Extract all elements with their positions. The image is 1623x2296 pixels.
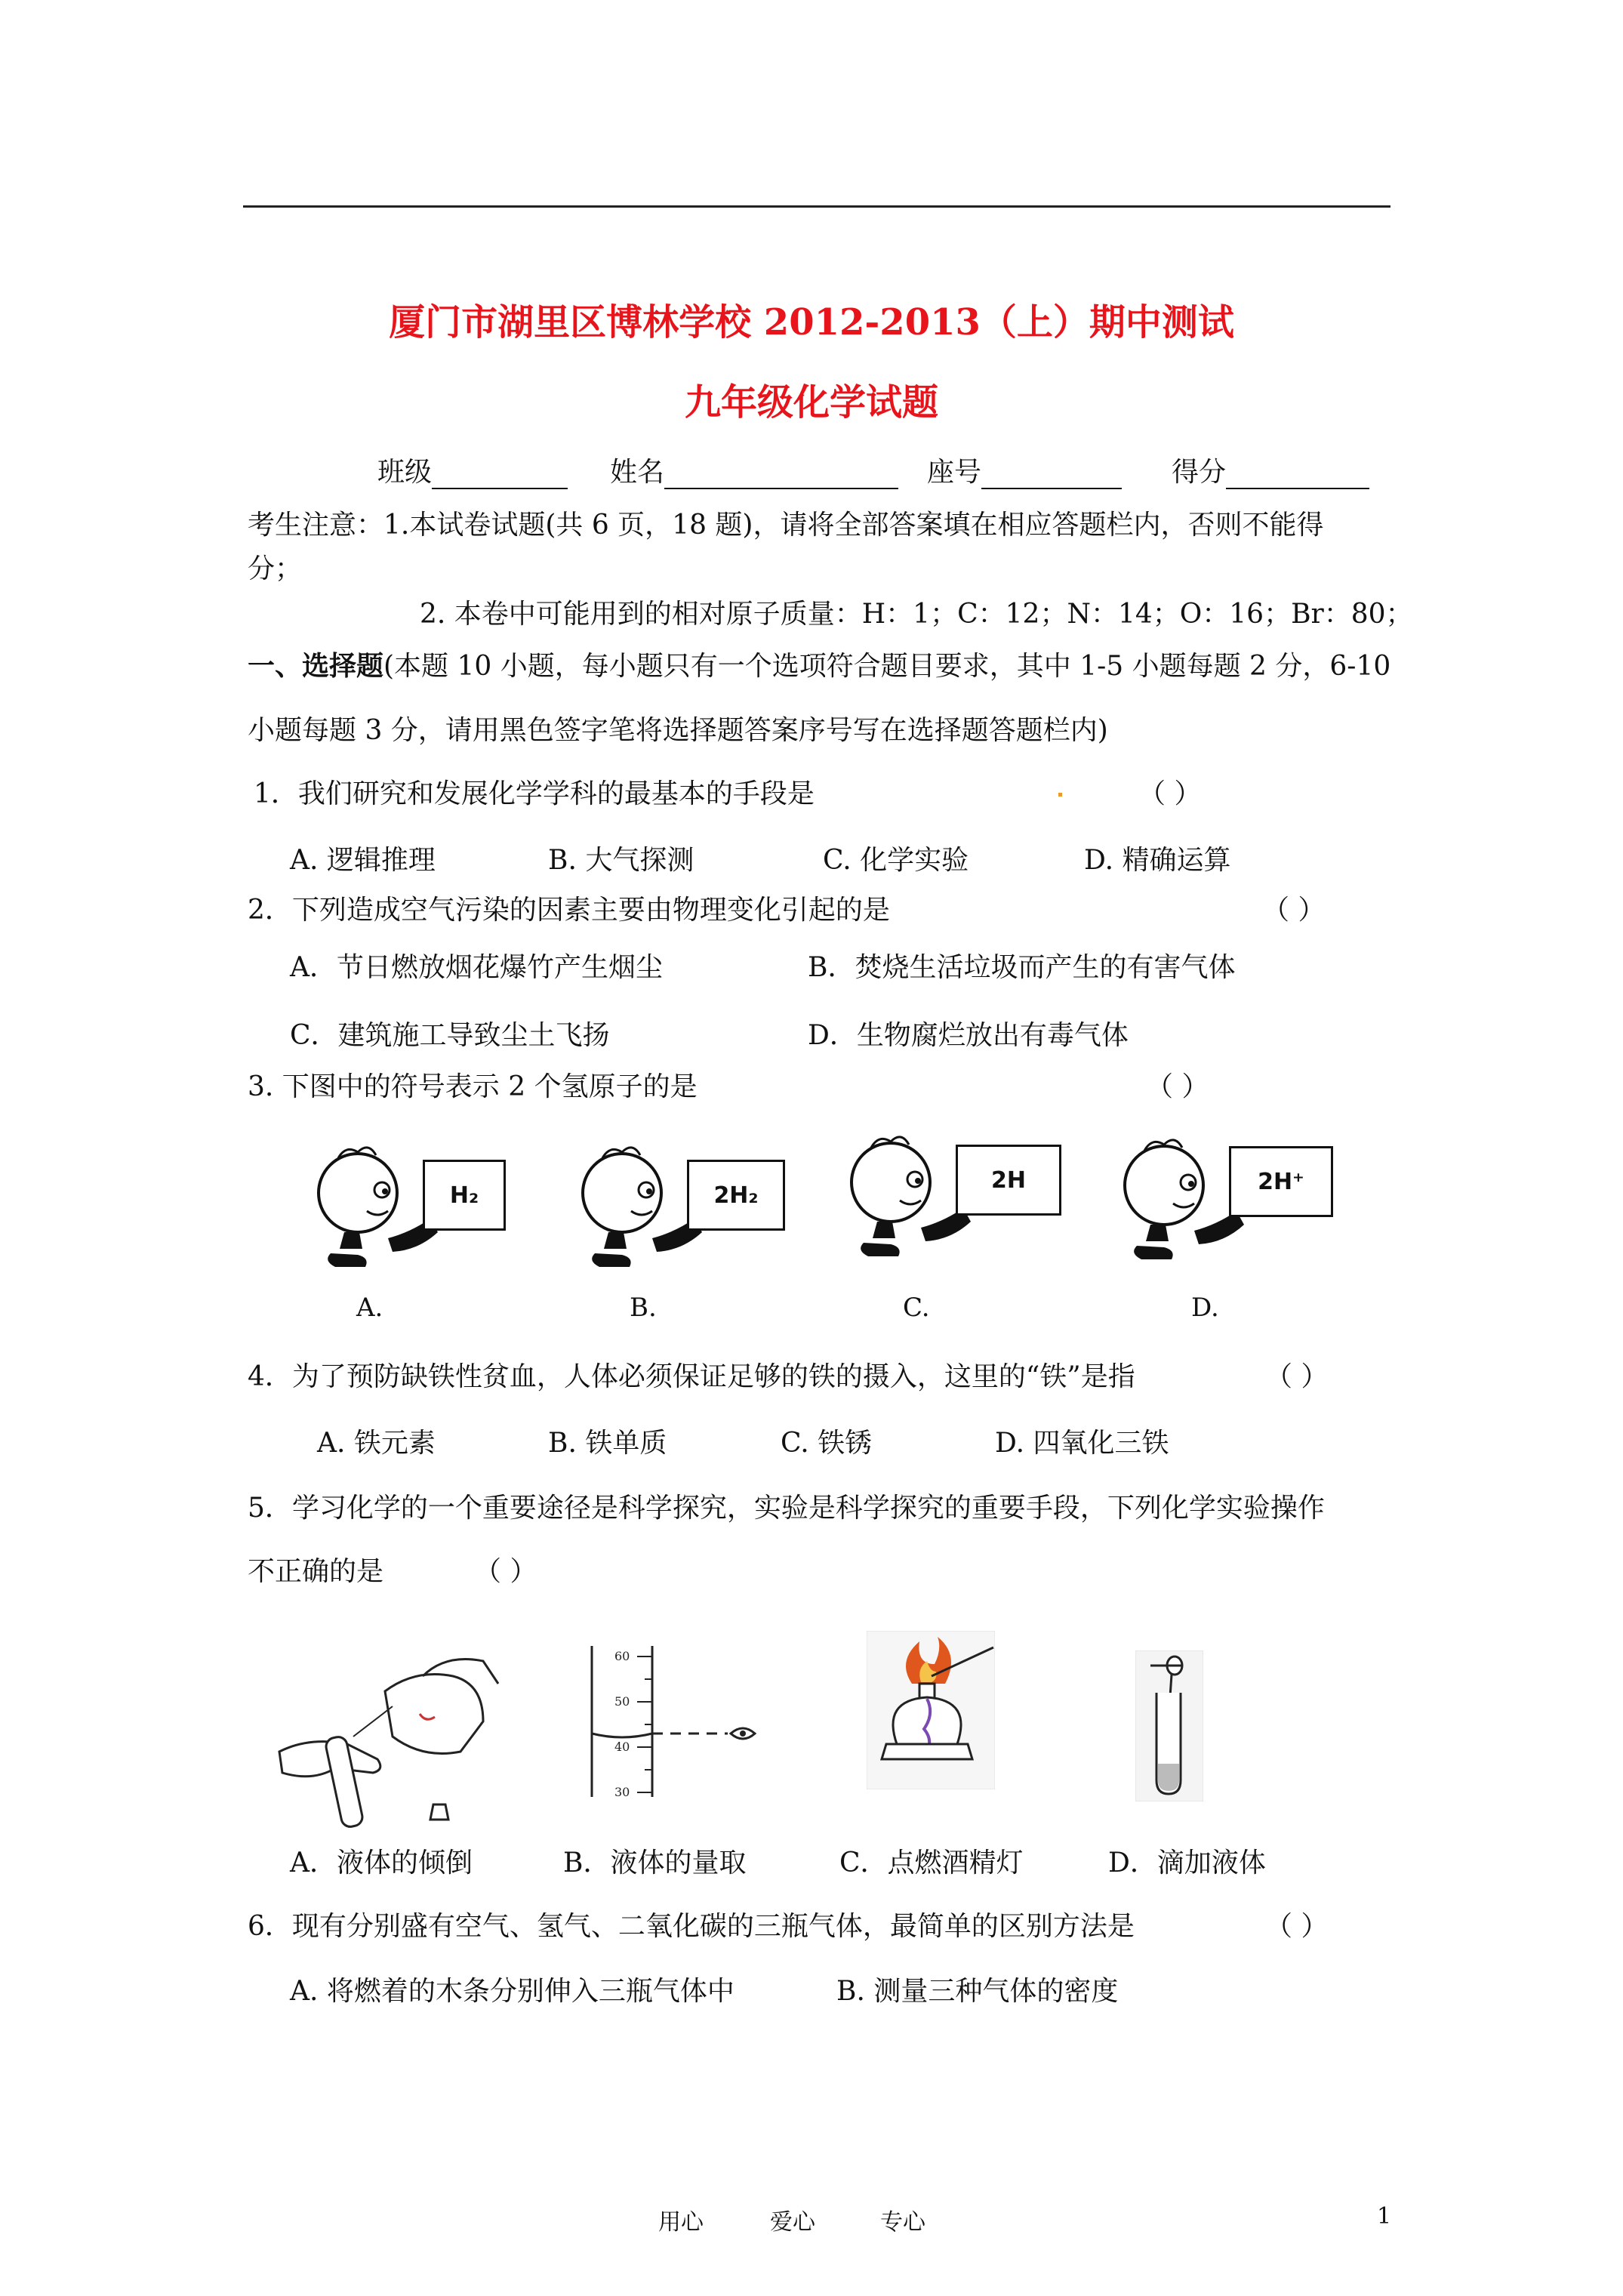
- q5-stem-line2: [248, 1555, 537, 1589]
- q3-sign-b: 2H₂: [687, 1160, 785, 1231]
- q5-option-b: B．液体的量取: [563, 1848, 747, 1878]
- q1-stem: 1．我们研究和发展化学学科的最基本的手段是: [254, 778, 815, 809]
- footer-word-2: 爱心: [770, 2209, 815, 2236]
- q1-dot: [1058, 793, 1062, 797]
- q3-stem: 3. 下图中的符号表示 2 个氢原子的是: [248, 1071, 698, 1102]
- q2-option-a: A．节日燃放烟花爆竹产生烟尘: [290, 952, 663, 983]
- section1-heading-rest: (本题 10 小题，每小题只有一个选项符合题目要求，其中 1-5 小题每题 2 分，6-10: [383, 651, 1391, 682]
- class-field: [377, 456, 568, 489]
- q3-option-a: A.: [356, 1293, 383, 1323]
- cylinder-tick-30: 30: [614, 1785, 630, 1799]
- score-field: [1172, 456, 1369, 489]
- footer-word-3: 专心: [880, 2209, 925, 2236]
- q4-option-b: B. 铁单质: [548, 1428, 667, 1459]
- q5-figure-cylinder: [569, 1638, 765, 1804]
- cartoon-figure-icon: [583, 1148, 702, 1267]
- q6-option-b: B. 测量三种气体的密度: [836, 1976, 1119, 2007]
- dropper-test-tube-icon: [1135, 1650, 1203, 1801]
- q5-figure-alcohol-lamp: [867, 1631, 995, 1789]
- q5-stem: 5．学习化学的一个重要途径是科学探究，实验是科学探究的重要手段，下列化学实验操作: [248, 1493, 1325, 1524]
- q3-option-d: D.: [1191, 1293, 1219, 1323]
- exam-title: 厦门市湖里区博林学校 2012-2013（上）期中测试: [389, 301, 1234, 344]
- cartoon-figure-icon: [852, 1137, 971, 1256]
- cylinder-tick-40: 40: [614, 1740, 630, 1754]
- exam-subtitle: 九年级化学试题: [684, 381, 938, 424]
- seat-blank[interactable]: [981, 462, 1122, 489]
- cartoon-figure-icon: [319, 1148, 438, 1267]
- alcohol-lamp-icon: [867, 1631, 995, 1789]
- q6-option-a: A. 将燃着的木条分别伸入三瓶气体中: [290, 1976, 735, 2007]
- section1-heading: [248, 649, 1390, 683]
- pouring-liquid-icon: [279, 1660, 498, 1829]
- section1-heading-line2: 小题每题 3 分，请用黑色签字笔将选择题答案序号写在选择题答题栏内): [248, 715, 1108, 746]
- cartoon-figure-icon: [1125, 1140, 1244, 1259]
- q1-option-d: D. 精确运算: [1084, 845, 1231, 876]
- q4-option-a: A. 铁元素: [317, 1428, 436, 1459]
- q3-option-c: C.: [903, 1293, 930, 1323]
- section1-heading-bold: 一、选择题: [248, 650, 384, 682]
- q2-option-b: B．焚烧生活垃圾而产生的有害气体: [808, 952, 1236, 983]
- q1-answer-paren[interactable]: （ ）: [1138, 778, 1202, 809]
- q5-option-c: C．点燃酒精灯: [839, 1848, 1024, 1878]
- q3-answer-paren[interactable]: （ ）: [1146, 1071, 1209, 1102]
- footer-word-1: 用心: [658, 2209, 704, 2236]
- top-rule: [243, 205, 1390, 208]
- q4-stem: 4．为了预防缺铁性贫血，人体必须保证足够的铁的摄入，这里的“铁”是指: [248, 1361, 1135, 1392]
- q5-figure-dropper: [1135, 1650, 1203, 1801]
- q2-answer-paren[interactable]: （ ）: [1262, 895, 1326, 926]
- q3-sign-c: 2H: [956, 1145, 1061, 1216]
- q6-answer-paren[interactable]: （ ）: [1265, 1911, 1329, 1942]
- seat-label: 座号: [927, 457, 982, 488]
- class-blank[interactable]: [432, 462, 568, 489]
- q5-option-d: D．滴加液体: [1108, 1848, 1266, 1878]
- q1-option-a: A. 逻辑推理: [290, 845, 436, 876]
- q5-option-a: A．液体的倾倒: [290, 1848, 473, 1878]
- class-label: 班级: [377, 457, 433, 488]
- q3-sign-a: H₂: [423, 1160, 506, 1231]
- seat-field: [927, 456, 1122, 489]
- graduated-cylinder-icon: [592, 1646, 755, 1797]
- q2-option-d: D．生物腐烂放出有毒气体: [808, 1020, 1129, 1051]
- q4-answer-paren[interactable]: （ ）: [1265, 1361, 1329, 1392]
- q3-option-b: B.: [630, 1293, 657, 1323]
- name-label: 姓名: [610, 457, 665, 488]
- q4-option-d: D. 四氧化三铁: [995, 1428, 1169, 1459]
- cylinder-tick-60: 60: [614, 1649, 630, 1663]
- q2-option-c: C．建筑施工导致尘土飞扬: [290, 1020, 610, 1051]
- score-label: 得分: [1172, 457, 1227, 488]
- q4-option-c: C. 铁锈: [781, 1428, 873, 1459]
- name-field: [610, 456, 898, 489]
- notice-line2: 2. 本卷中可能用到的相对原子质量：H：1；C：12；N：14；O：16；Br：80；: [420, 599, 1413, 630]
- q5-stem2: 不正确的是: [248, 1556, 384, 1587]
- q5-figure-pouring: [272, 1646, 513, 1842]
- notice-line1b: 分；: [248, 553, 303, 584]
- q1-option-b: B. 大气探测: [548, 845, 694, 876]
- name-blank[interactable]: [664, 462, 898, 489]
- q5-answer-paren[interactable]: （ ）: [474, 1556, 537, 1587]
- q6-stem: 6．现有分别盛有空气、氢气、二氧化碳的三瓶气体，最简单的区别方法是: [248, 1911, 1135, 1942]
- page-number: 1: [1377, 2203, 1392, 2230]
- q3-sign-d: 2H⁺: [1229, 1146, 1333, 1217]
- score-blank[interactable]: [1226, 462, 1369, 489]
- notice-line1: 考生注意：1.本试卷试题(共 6 页，18 题)，请将全部答案填在相应答题栏内，否则不能得: [248, 510, 1324, 541]
- cylinder-tick-50: 50: [614, 1694, 630, 1709]
- q1-option-c: C. 化学实验: [823, 845, 969, 876]
- q2-stem: 2．下列造成空气污染的因素主要由物理变化引起的是: [248, 895, 890, 926]
